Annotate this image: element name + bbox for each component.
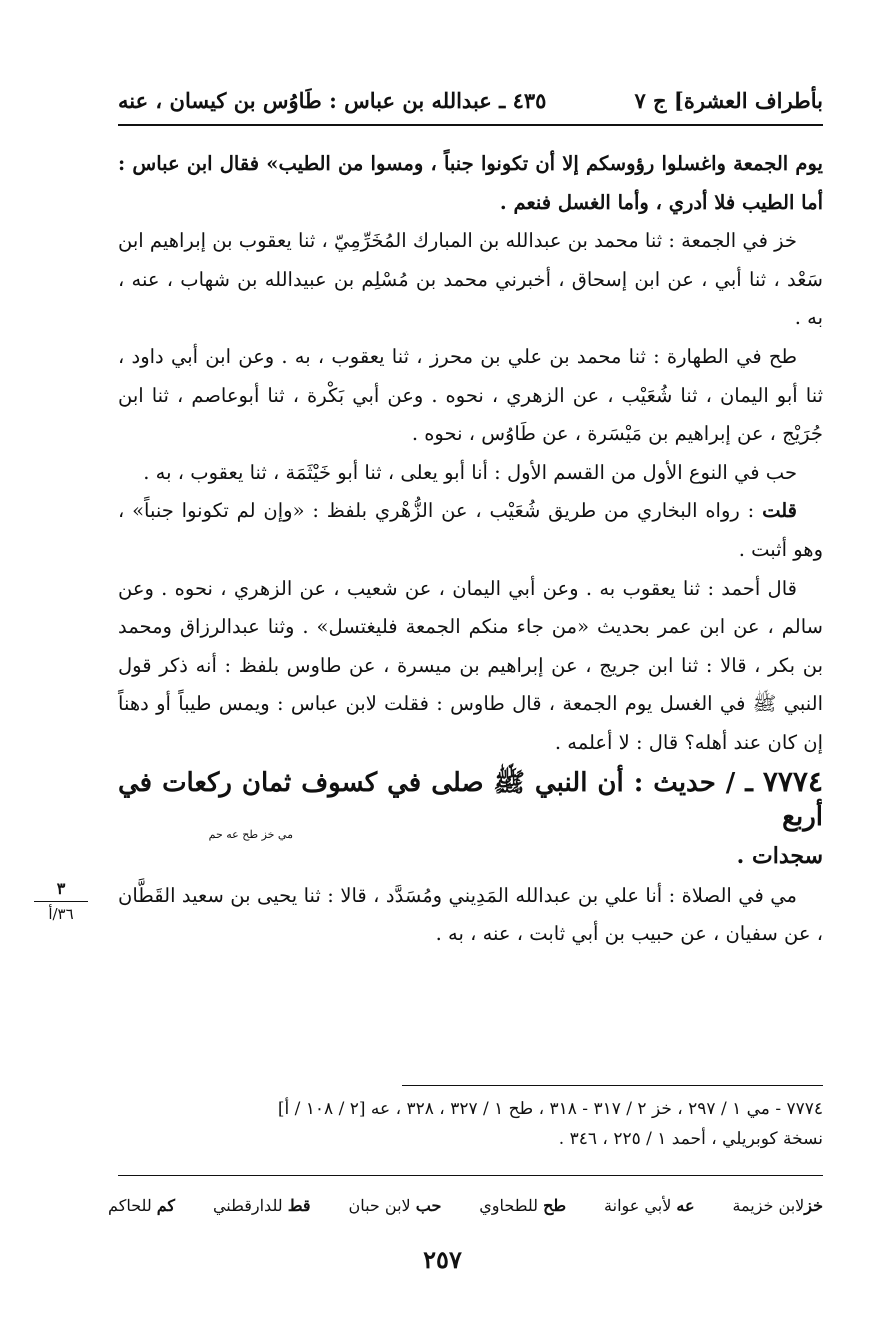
paragraph-4: حب في النوع الأول من القسم الأول : أنا أبو يعلى ، ثنا أبو خَيْثَمَة ، ثنا يعقوب ، به . — [143, 460, 797, 484]
footnote-line-2: نسخة كوبريلي ، أحمد ١ / ٢٢٥ ، ٣٤٦ . — [558, 1129, 823, 1149]
page-header — [118, 82, 823, 118]
margin-ref-top: ٣ — [56, 879, 66, 898]
margin-ref-bottom: ٣٦/أ — [48, 905, 74, 923]
page-number: ٢٥٧ — [423, 1245, 462, 1274]
hadith-heading — [118, 765, 823, 841]
paragraph-5-text: : رواه البخاري من طريق شُعَيْب ، عن الزُّهْري بلفظ : «وإن لم تكونوا جنباً» ، وهو أثبت . — [118, 499, 823, 561]
hadith-sources: مي خز طح عه حم — [208, 827, 293, 841]
manuscript-folio-ref — [30, 880, 92, 923]
paragraph-6: قال أحمد : ثنا يعقوب به . وعن أبي اليمان ، عن شعيب ، عن الزهري ، نحوه . وعن سالم ، عن ابن عمر بحديث «من جاء منكم الجمعة فليغتسل» . وثنا عبدالرزاق ومحمد بن بكر ، قالا : ثنا ابن جريج ، عن إبراهيم بن ميسرة ، عن طاوس بلفظ : أنه ذكر قول النبي ﷺ في الغسل يوم الجمعة ، قال طاوس : فقلت لابن عباس : ويمس طيباً أو دهناً إن كان عند أهله؟ قال : لا أعلمه . — [118, 576, 823, 754]
qult-label: قلت — [762, 499, 797, 523]
paragraph-7: مي في الصلاة : أنا علي بن عبدالله المَدِيني ومُسَدَّد ، قالا : ثنا يحيى بن سعيد القَطَّان ، عن سفيان ، عن حبيب بن أبي ثابت ، عنه ، به . — [118, 883, 823, 946]
paragraph-2: خز في الجمعة : ثنا محمد بن عبدالله بن المبارك المُخَرِّمِيّ ، ثنا يعقوب بن إبراهيم ابن سَعْد ، ثنا أبي ، عن ابن إسحاق ، أخبرني محمد بن مُسْلِم بن عبيدالله بن شهاب ، عنه ، به . — [117, 229, 823, 330]
hadith-continuation: سجدات . — [736, 842, 823, 869]
footnote-rule — [402, 1085, 823, 1086]
running-title: بأطراف العشرة] ج ٧ — [634, 87, 823, 113]
abbrev-item: عه لأبي عوانة — [604, 1195, 695, 1215]
abbrev-item: حب لابن حبان — [348, 1195, 442, 1215]
abbreviations-rule — [118, 1175, 823, 1176]
margin-ref-bar — [34, 901, 88, 902]
footnote-line-1: ٧٧٧٤ - مي ١ / ٢٩٧ ، خز ٢ / ٣١٧ - ٣١٨ ، طح ١ / ٣٢٧ ، ٣٢٨ ، عه [٢ / ١٠٨ / أ] — [277, 1099, 823, 1119]
paragraph-3: طح في الطهارة : ثنا محمد بن علي بن محرز ، ثنا يعقوب ، به . وعن ابن أبي داود ، ثنا أبو اليمان ، ثنا شُعَيْب ، عن الزهري ، نحوه . وعن أبي بَكْرة ، ثنا أبوعاصم ، ثنا ابن جُرَيْج ، عن إبراهيم بن مَيْسَرة ، عن طَاوُس ، نحوه . — [118, 344, 823, 446]
footnote — [118, 1094, 823, 1154]
abbrev-item: طح للطحاوي — [479, 1195, 567, 1215]
hadith-text: ـ / حديث : أن النبي ﷺ صلى في كسوف ثمان ركعات في أربع — [118, 767, 823, 832]
abbrev-item: قط للدارقطني — [212, 1195, 311, 1215]
paragraph-1: يوم الجمعة واغسلوا رؤوسكم إلا أن تكونوا جنباً ، ومسوا من الطيب» فقال ابن عباس : أما الطيب فلا أدري ، وأما الغسل فنعم . — [118, 152, 823, 214]
section-title: ٤٣٥ ـ عبدالله بن عباس : طَاوُس بن كيسان ، عنه — [118, 87, 547, 113]
abbreviations-key — [108, 1190, 823, 1220]
hadith-number: ٧٧٧٤ — [762, 764, 823, 798]
paragraph-5 — [118, 492, 823, 569]
abbrev-item: كم للحاكم — [108, 1195, 176, 1215]
main-text — [118, 145, 823, 954]
header-rule — [118, 124, 823, 126]
abbrev-item: خزلابن خزيمة — [732, 1195, 823, 1215]
